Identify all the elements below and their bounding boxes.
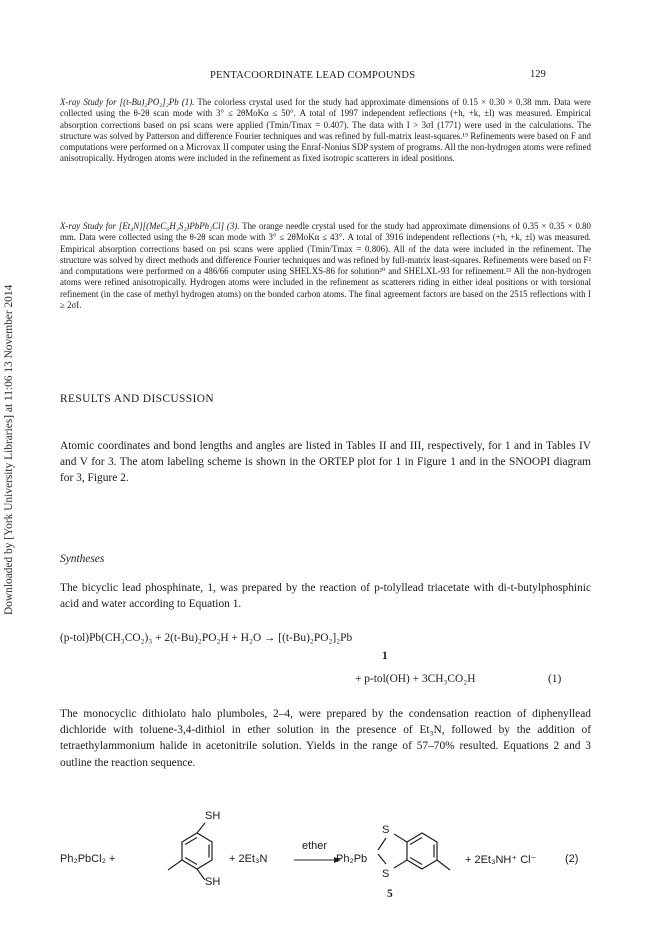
monocyclic-paragraph: The monocyclic dithiolato halo plumboles, 2–4, were prepared by the condensation reaction of diphenyllead dichloride with toluene-3,4-dithiol in ether solution in the presence of Et₃N, followed by the addition of tetraethylammonium halide in acetonitrile solution. Yields in the range of 57–70% resulted. Equations 2 and 3 outline the reaction sequence. (60, 708, 591, 769)
equation-1-line-1: (p-tol)Pb(CH₃CO₂)₃ + 2(t-Bu)₂PO₂H + H₂O → [(t-Bu)₂PO₂]₂Pb (60, 632, 353, 644)
syntheses-heading: Syntheses (60, 553, 105, 565)
xray-study-1-text: The colorless crystal used for the study had approximate dimensions of 0.15 × 0.30 × 0.38 mm. Data were collected using the θ-2θ scan mode with 3° ≤ 2θMoKα ≤ 50°. A total of 1997 independent reflections (+h, +k, ±l) was measured. Empirical absorption corrections based on psi scans were applied (Tmin/Tmax = 0.407). The data with I > 3σI (1771) were used in the calculations. The structure was solved by Patterson and difference Fourier techniques and was refined by full-matrix least-squares.¹⁹ Refinements were based on F and computations were performed on a Microvax II computer using the Enraf-Nonius SDP system of programs. All the non-hydrogen atoms were refined anisotropically. Hydrogen atoms were included in the refinement as fixed isotropic scatterers in ideal positions. (60, 97, 591, 164)
methyl-bond-1 (168, 860, 182, 870)
s-top-label: S (382, 824, 390, 836)
sh-bottom-label: SH (205, 876, 221, 888)
reaction-arrow (294, 857, 341, 863)
byproduct-label: + 2Et₃NH⁺ Cl⁻ (465, 854, 537, 866)
product-label: Ph₂Pb (336, 853, 368, 865)
equation-1-product-number: 1 (382, 650, 388, 662)
xray-study-1-paragraph (60, 97, 591, 165)
results-heading: RESULTS AND DISCUSSION (60, 393, 214, 405)
download-watermark: Downloaded by [York University Libraries] at 11:06 13 November 2014 (3, 284, 15, 616)
s-bottom-label: S (382, 868, 390, 880)
methyl-bond-2 (437, 860, 450, 870)
xray-study-3-paragraph (60, 221, 591, 311)
xray-study-3-lead: X-ray Study for [Et₄N][(MeC₆H₃S₂)PbPh₂Cl] (3). (60, 221, 240, 231)
pb-s-bottom-bond (378, 854, 386, 864)
equation-2-tag: (2) (565, 853, 579, 865)
s-top-to-ring (394, 834, 407, 842)
sh-top-label: SH (205, 810, 221, 822)
xray-study-3-text: The orange needle crystal used for the study had approximate dimensions of 0.35 × 0.35 × 0.80 mm. Data were collected using the θ-2θ scan mode with 3° ≤ 2θMoKα ≤ 43°. A total of 3916 independent reflections (+h, +k, ±l) was measured. Empirical absorption corrections based on psi scans were applied (Tmin/Tmax = 0.806). All of the data were included in the refinement. The structure was solved by direct methods and difference Fourier techniques and was refined by full-matrix least-squares. Refinements were based on F² and computations were performed on a 486/66 computer using SHELXS-86 for solution²⁰ and SHELXL-93 for refinement.²¹ All the non-hydrogen atoms were refined anisotropically. Hydrogen atoms were included in the refinement as scatterers riding in either ideal positions or with torsional refinement (in the case of methyl hydrogen atoms) on the bonded carbon atoms. The final agreement factors are based on the 2515 reflections with I ≥ 2σI. (60, 221, 591, 310)
equation-2-structures (60, 800, 600, 900)
page-number: 129 (530, 69, 546, 80)
results-paragraph: Atomic coordinates and bond lengths and angles are listed in Tables II and III, respectively, for 1 and in Tables IV and V for 3. The atom labeling scheme is shown in the ORTEP plot for 1 in Figure 1 and in the SNOOPI diagram for 3, Figure 2. (60, 440, 591, 485)
equation-2-scheme (60, 800, 600, 900)
toluene-dithiol-ring (168, 823, 212, 880)
condition-label: ether (302, 840, 328, 852)
base-label: + 2Et₃N (229, 853, 268, 865)
product-number-5: 5 (387, 888, 393, 900)
sh-top-bond (197, 823, 205, 833)
xray-study-1-lead: X-ray Study for [(t-Bu)₂PO₂]₂Pb (1). (60, 97, 195, 107)
pb-s-top-bond (378, 838, 386, 850)
plumbole-ring (378, 833, 450, 870)
equation-1-line-2: + p-tol(OH) + 3CH₃CO₂H (355, 673, 476, 685)
running-head: PENTACOORDINATE LEAD COMPOUNDS (210, 70, 416, 81)
s-bottom-to-ring (394, 860, 407, 868)
syntheses-paragraph: The bicyclic lead phosphinate, 1, was prepared by the reaction of p-tolyllead triacetate with di-t-butylphosphinic acid and water according to Equation 1. (60, 582, 591, 611)
sh-bottom-bond (197, 869, 205, 880)
equation-1-tag: (1) (548, 673, 562, 685)
reactant-label: Ph₂PbCl₂ + (60, 853, 116, 865)
